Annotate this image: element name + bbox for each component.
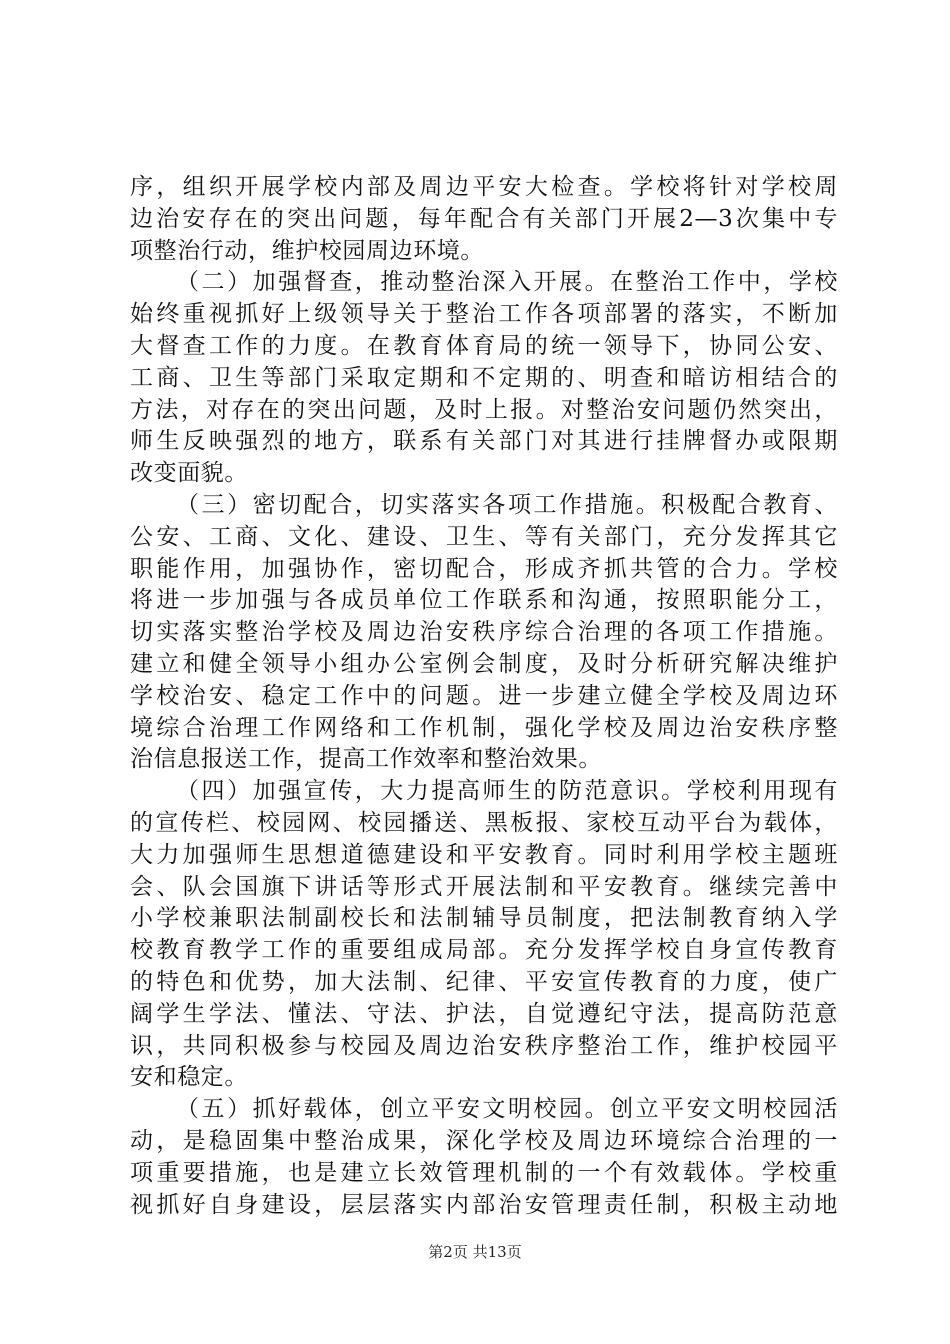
text-line: 治信息报送工作，提高工作效率和整治效果。 — [130, 746, 602, 773]
text-line: 识，共同积极参与校园及周边治安秩序整治工作，维护校园平 — [130, 1032, 838, 1059]
text-line: 师生反映强烈的地方，联系有关部门对其进行挂牌督办或限期 — [130, 428, 838, 455]
text-line: 校教育教学工作的重要组成局部。充分发挥学校自身宣传教育 — [130, 937, 838, 964]
text-line: 项整治行动，维护校园周边环境。 — [130, 237, 484, 264]
text-line: 安和稳定。 — [130, 1064, 248, 1091]
text-line: 境综合治理工作网络和工作机制，强化学校及周边治安秩序整 — [130, 714, 838, 741]
text-line: 将进一步加强与各成员单位工作联系和沟通，按照职能分工， — [130, 587, 838, 614]
text-line: 学校治安、稳定工作中的问题。进一步建立健全学校及周边环 — [130, 682, 838, 709]
text-line: （三）密切配合，切实落实各项工作措施。积极配合教育、 — [176, 491, 838, 518]
paragraph — [130, 1094, 838, 1221]
text-line: 大力加强师生思想道德建设和平安教育。同时利用学校主题班 — [130, 841, 838, 868]
text-line: 建立和健全领导小组办公室例会制度，及时分析研究解决维护 — [130, 650, 838, 677]
text-line: 的特色和优势，加大法制、纪律、平安宣传教育的力度，使广 — [130, 968, 838, 995]
document-body — [130, 172, 838, 1221]
text-line: （五）抓好载体，创立平安文明校园。创立平安文明校园活 — [176, 1096, 838, 1123]
text-line: （四）加强宣传，大力提高师生的防范意识。学校利用现有 — [176, 778, 838, 805]
text-line: 小学校兼职法制副校长和法制辅导员制度，把法制教育纳入学 — [130, 905, 838, 932]
text-line: 大督查工作的力度。在教育体育局的统一领导下，协同公安、 — [130, 332, 838, 359]
paragraph — [130, 776, 838, 1094]
text-line: 会、队会国旗下讲话等形式开展法制和平安教育。继续完善中 — [130, 873, 838, 900]
text-line: 始终重视抓好上级领导关于整治工作各项部署的落实，不断加 — [130, 301, 838, 328]
text-line: 动，是稳固集中整治成果，深化学校及周边环境综合治理的一 — [130, 1127, 838, 1154]
paragraph — [130, 267, 838, 490]
text-line: 公安、工商、文化、建设、卫生、等有关部门，充分发挥其它 — [130, 523, 838, 550]
text-line: 序，组织开展学校内部及周边平安大检查。学校将针对学校周 — [130, 174, 838, 200]
text-line: 阔学生学法、懂法、守法、护法，自觉遵纪守法，提高防范意 — [130, 1000, 838, 1027]
text-line: （二）加强督查，推动整治深入开展。在整治工作中，学校 — [176, 269, 838, 296]
text-line: 职能作用，加强协作，密切配合，形成齐抓共管的合力。学校 — [130, 555, 838, 582]
paragraph — [130, 172, 838, 267]
text-line: 的宣传栏、校园网、校园播送、黑板报、家校互动平台为载体， — [130, 809, 838, 836]
text-line: 改变面貌。 — [130, 460, 248, 487]
paragraph — [130, 490, 838, 776]
text-line: 边治安存在的突出问题，每年配合有关部门开展2—3次集中专 — [130, 205, 838, 232]
text-line: 工商、卫生等部门采取定期和不定期的、明查和暗访相结合的 — [130, 364, 838, 391]
text-line: 方法，对存在的突出问题，及时上报。对整治安问题仍然突出， — [130, 396, 838, 423]
text-line: 视抓好自身建设，层层落实内部治安管理责任制，积极主动地 — [130, 1191, 838, 1218]
text-line: 项重要措施，也是建立长效管理机制的一个有效载体。学校重 — [130, 1159, 838, 1186]
page-footer — [0, 1241, 950, 1262]
text-line: 切实落实整治学校及周边治安秩序综合治理的各项工作措施。 — [130, 619, 838, 646]
page-number-label: 第2页 共13页 — [428, 1243, 522, 1261]
